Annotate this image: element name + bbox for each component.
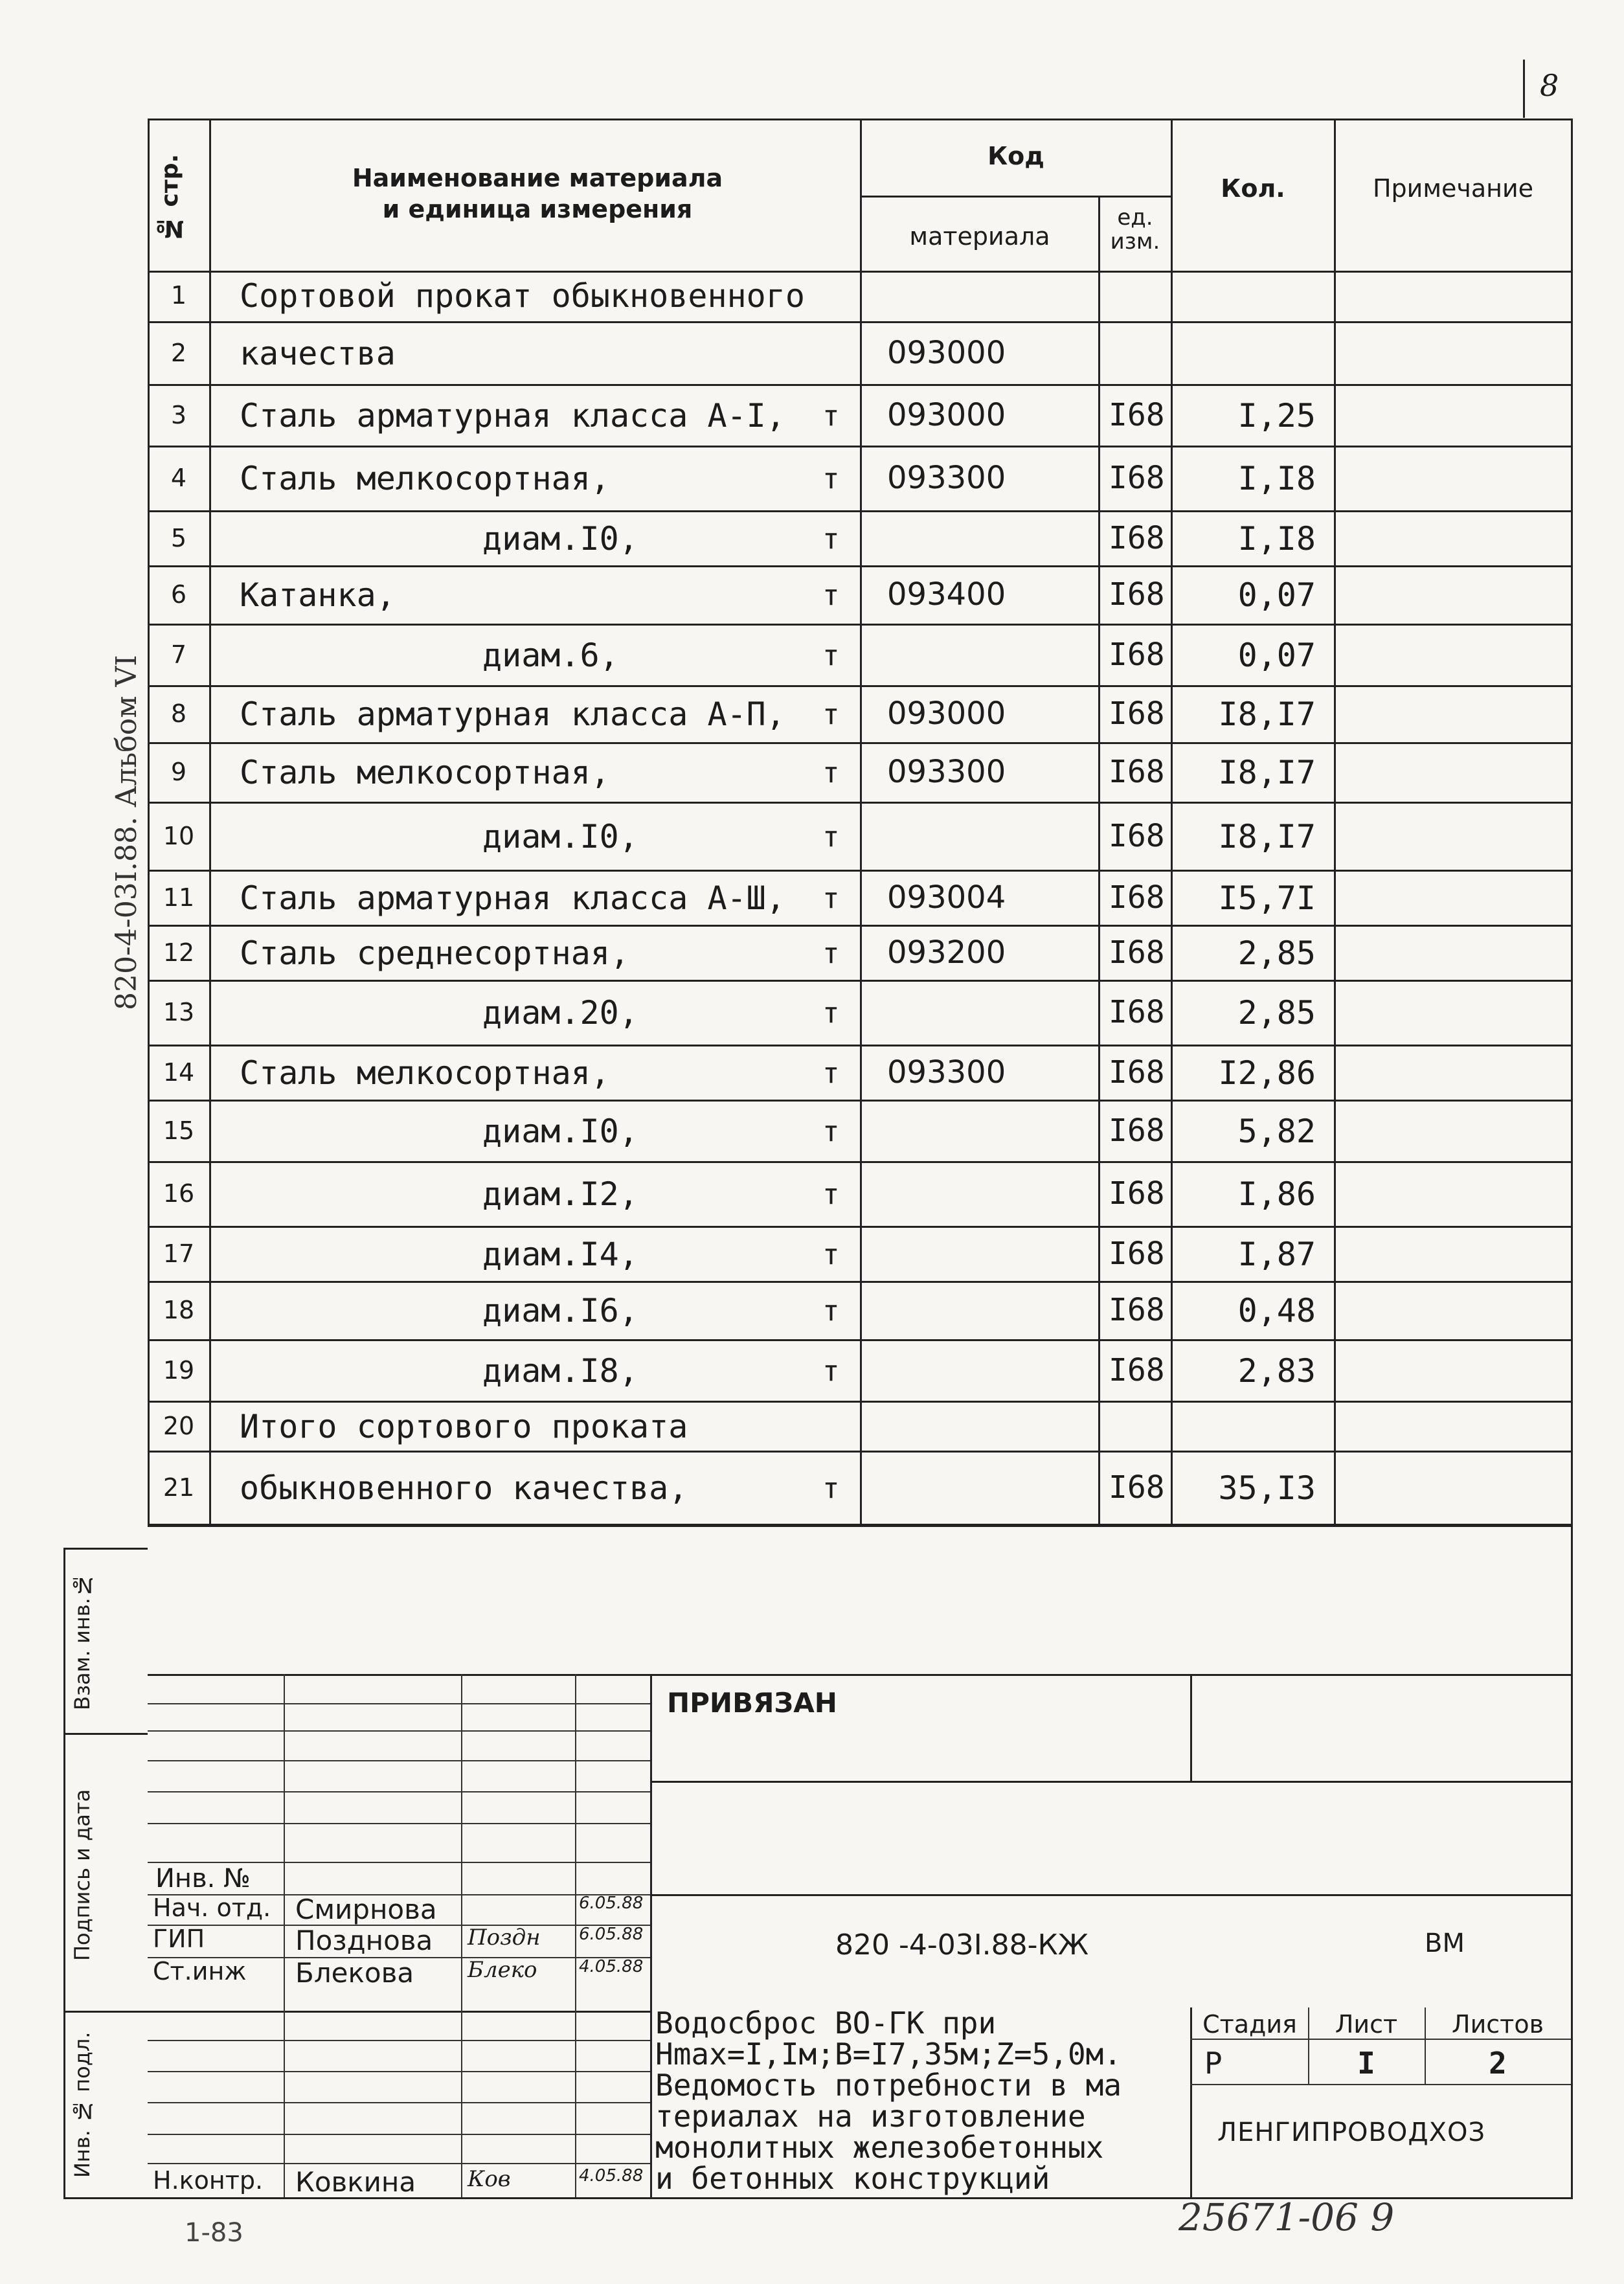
table-row [0,385,1571,447]
table-row [0,512,1571,567]
unit-of-measure: т [822,997,840,1030]
row-number: 13 [163,998,195,1026]
row-number: 10 [163,821,195,850]
page-number: 8 [1540,68,1559,103]
unit-code: I68 [1109,1112,1165,1149]
row-number: 9 [170,758,187,786]
side-stamp: 820-4-03I.88. Альбом VI [110,655,143,1010]
material-code: 093400 [887,576,1006,613]
material-name: диам.I4, [482,1235,638,1273]
header-name [220,163,855,225]
staff-role: Нач. отд. [153,1894,271,1922]
table-row [0,1340,1571,1402]
staff-role: Ст.инж [153,1957,247,1985]
material-name: диам.I8, [482,1351,638,1390]
material-code: 093300 [887,1054,1006,1091]
quantity: 0,48 [1237,1292,1316,1329]
header-unit-line1: ед. [1117,205,1153,231]
table-row [0,686,1571,743]
row-number: 4 [170,464,187,492]
staff-role: ГИП [153,1925,205,1953]
row-number: 21 [163,1473,195,1502]
document-designation: 820 -4-03I.88-КЖ [835,1928,1089,1962]
unit-of-measure: т [822,698,840,731]
material-name: Сталь арматурная класса А-Ш, [240,879,785,917]
document-mark: ВМ [1425,1928,1465,1958]
row-number: 18 [163,1296,195,1324]
material-name: диам.I0, [482,1112,638,1150]
table-row [0,871,1571,926]
unit-code: I68 [1109,817,1165,854]
margin-inv-podl: Инв. № подл. [70,2031,95,2178]
stage-value: Р [1204,2046,1223,2081]
table-row [0,322,1571,385]
unit-of-measure: т [822,1056,840,1090]
material-name: диам.I2, [482,1175,638,1213]
material-code: 093300 [887,460,1006,496]
quantity: I8,I7 [1218,817,1316,855]
stage-label: Стадия [1202,2010,1297,2039]
unit-of-measure: т [822,1238,840,1271]
header-row-no-label: № стр. [157,153,183,242]
header-qty: Кол. [1221,174,1285,203]
sheet-label: Лист [1335,2010,1398,2039]
quantity: I5,7I [1218,879,1316,917]
quantity: 0,07 [1237,636,1316,674]
staff-date: 6.05.88 [579,1894,644,1913]
description-line: и бетонных конструкций [655,2161,1050,2196]
quantity: 2,85 [1237,994,1316,1032]
row-number: 6 [170,580,187,609]
row-number: 15 [163,1116,195,1145]
unit-code: I68 [1109,460,1165,496]
table-row [0,447,1571,512]
material-name: Сталь мелкосортная, [240,1054,610,1092]
quantity: 5,82 [1237,1112,1316,1150]
page-number-rule [1523,60,1525,118]
description-line: териалах на изготовление [655,2099,1086,2134]
quantity: I8,I7 [1218,754,1316,791]
quantity: I8,I7 [1218,695,1316,733]
header-unit [1100,206,1171,254]
table-row [0,271,1571,322]
row-number: 8 [170,699,187,728]
row-number: 19 [163,1355,195,1385]
document-description [655,2007,1122,2194]
unit-of-measure: т [822,1114,840,1148]
margin-strip-line [63,1548,65,2197]
material-code: 093000 [887,334,1006,371]
unit-of-measure: т [822,1354,840,1388]
unit-code: I68 [1109,396,1165,433]
header-name-line2: и единица измерения [382,194,693,223]
staff-signature: Ков [468,2166,511,2192]
material-name: диам.I6, [482,1292,638,1329]
row-number: 12 [163,938,195,967]
quantity: 2,83 [1237,1351,1316,1390]
unit-of-measure: т [822,462,840,495]
table-row [0,1282,1571,1340]
material-code: 093004 [887,879,1006,916]
table-row [0,1162,1571,1227]
quantity: I,87 [1237,1235,1316,1273]
unit-code: I68 [1109,1469,1165,1506]
unit-of-measure: т [822,756,840,789]
unit-code: I68 [1109,1292,1165,1328]
unit-code: I68 [1109,519,1165,556]
unit-code: I68 [1109,994,1165,1030]
header-unit-line2: изм. [1110,229,1160,255]
staff-name: Позднова [295,1925,433,1956]
unit-code: I68 [1109,695,1165,732]
quantity: 35,I3 [1218,1469,1316,1507]
row-number: 14 [163,1057,195,1087]
material-code: 093300 [887,754,1006,790]
unit-code: I68 [1109,1351,1165,1388]
material-name: обыкновенного качества, [240,1469,688,1507]
material-name: качества [240,334,396,372]
description-line: Водосброс ВО-ГК при [655,2006,997,2041]
material-name: диам.I0, [482,519,638,558]
unit-code: I68 [1109,636,1165,673]
unit-of-measure: т [822,639,840,672]
row-number: 3 [170,400,187,429]
unit-code: I68 [1109,576,1165,613]
quantity: 0,07 [1237,576,1316,614]
quantity: I2,86 [1218,1054,1316,1092]
material-name: Сортовой прокат обыкновенного [240,277,805,315]
table-row [0,1046,1571,1101]
material-name: диам.I0, [482,817,638,855]
unit-of-measure: т [822,820,840,854]
material-code: 093000 [887,695,1006,732]
unit-of-measure: т [822,881,840,915]
privyazan-label: ПРИВЯЗАН [667,1687,837,1719]
sheet-value: I [1357,2046,1375,2081]
quantity: I,25 [1237,396,1316,435]
unit-code: I68 [1109,1054,1165,1091]
material-name: Сталь мелкосортная, [240,460,610,497]
staff-role: Н.контр. [153,2166,264,2195]
material-name: Итого сортового проката [240,1407,688,1445]
unit-of-measure: т [822,1178,840,1211]
row-number: 20 [163,1411,195,1440]
header-row-no [155,130,203,266]
staff-date: 6.05.88 [579,1925,644,1944]
header-note: Примечание [1372,174,1534,203]
row-number: 1 [170,281,187,310]
quantity: I,86 [1237,1175,1316,1213]
header-material: материала [909,222,1050,251]
material-code: 093000 [887,396,1006,433]
table-row [0,981,1571,1046]
row-number: 17 [163,1239,195,1268]
material-name: диам.20, [482,994,638,1032]
sheets-label: Листов [1452,2010,1544,2039]
table-row [0,625,1571,686]
unit-of-measure: т [822,1471,840,1505]
unit-code: I68 [1109,1175,1165,1212]
row-number: 5 [170,523,187,552]
table-row [0,803,1571,871]
unit-of-measure: т [822,936,840,970]
description-line: Ведомость потребности в ма [655,2068,1122,2103]
quantity: I,I8 [1237,460,1316,497]
material-name: Сталь арматурная класса А-I, [240,396,785,435]
staff-signature: Блеко [468,1957,537,1983]
material-name: Сталь среднесортная, [240,934,630,972]
header-code: Код [987,142,1044,170]
material-name: Сталь мелкосортная, [240,754,610,791]
unit-code: I68 [1109,1235,1165,1272]
material-name: Сталь арматурная класса А-П, [240,695,785,733]
table-row [0,743,1571,803]
staff-name: Блекова [295,1957,414,1989]
table-row [0,926,1571,981]
handwritten-note: 25671-06 9 [1179,2195,1395,2239]
table-row [0,1101,1571,1162]
sheets-value: 2 [1489,2046,1507,2081]
staff-date: 4.05.88 [579,2166,644,2186]
form-number: 1-83 [185,2218,243,2248]
row-number: 16 [163,1179,195,1208]
unit-code: I68 [1109,934,1165,971]
description-line: монолитных железобетонных [655,2130,1104,2165]
staff-name: Ковкина [295,2166,416,2198]
header-name-line1: Наименование материала [352,164,723,192]
unit-of-measure: т [822,522,840,556]
unit-of-measure: т [822,399,840,433]
row-number: 2 [170,338,187,367]
table-row [0,567,1571,625]
staff-date: 4.05.88 [579,1957,644,1976]
inv-no-label: Инв. № [155,1864,251,1894]
quantity: I,I8 [1237,519,1316,558]
row-number: 11 [163,883,195,912]
margin-podpis: Подпись и дата [70,1789,95,1961]
material-name: Катанка, [240,576,396,614]
staff-signature: Поздн [468,1925,541,1950]
unit-code: I68 [1109,879,1165,916]
row-number: 7 [170,640,187,669]
unit-of-measure: т [822,579,840,612]
staff-name: Смирнова [295,1894,437,1925]
quantity: 2,85 [1237,934,1316,972]
unit-code: I68 [1109,754,1165,790]
unit-of-measure: т [822,1295,840,1328]
material-name: диам.6, [482,636,619,674]
margin-vzam: Взам. инв.№ [70,1573,95,1710]
material-code: 093200 [887,934,1006,971]
description-line: Hmax=I,Iм;B=I7,35м;Z=5,0м. [655,2037,1122,2072]
organization-name: ЛЕНГИПРОВОДХОЗ [1217,2118,1486,2147]
table-row [0,1227,1571,1282]
table-row [0,1452,1571,1525]
table-row [0,1402,1571,1452]
